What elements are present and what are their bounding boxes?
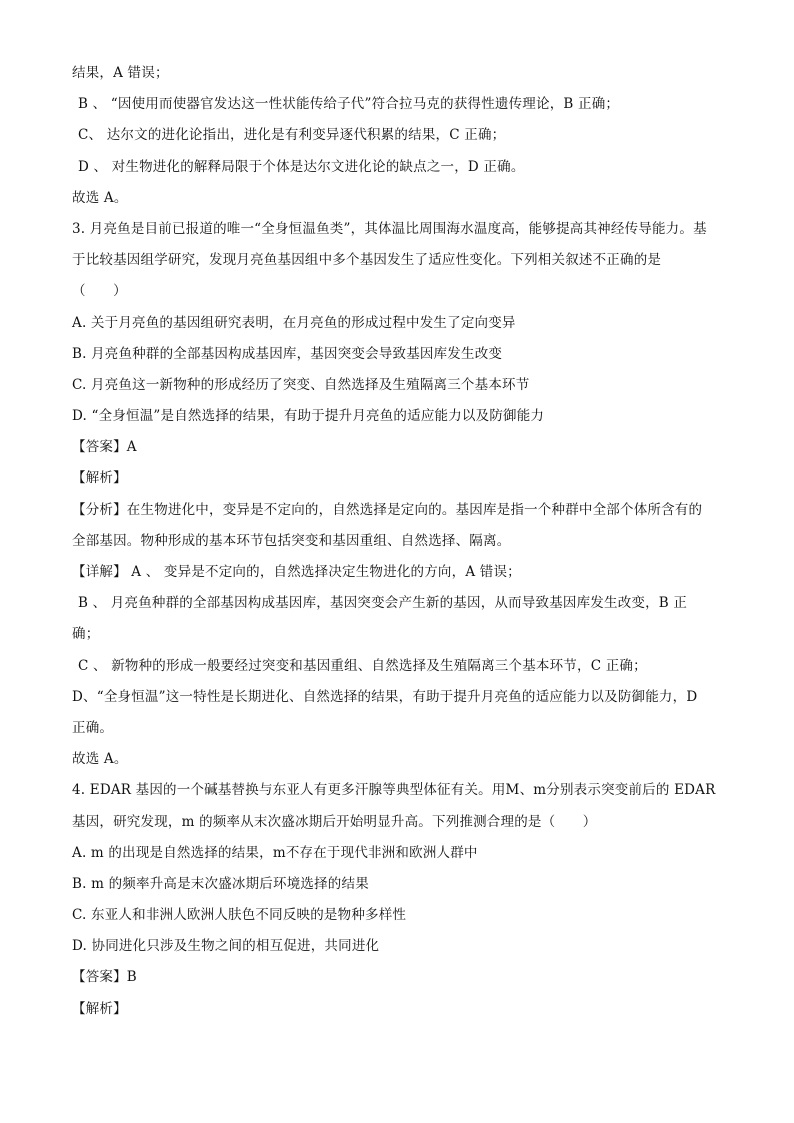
- option-c: C. 月亮鱼这一新物种的形成经历了突变、自然选择及生殖隔离三个基本环节: [72, 376, 530, 393]
- answer-label: 【答案】A: [72, 439, 137, 456]
- text-line: B 、 “因使用而使器官发达这一性状能传给子代”符合拉马克的获得性遗传理论，B 正确；: [78, 96, 620, 113]
- detail-text: D、“全身恒温”这一特性是长期进化、自然选择的结果，有助于提升月亮鱼的适应能力以及防御能力，D: [72, 688, 698, 705]
- option-b: B. 月亮鱼种群的全部基因构成基因库，基因突变会导致基因库发生改变: [72, 345, 503, 362]
- analysis-text: 全部基因。物种形成的基本环节包括突变和基因重组、自然选择、隔离。: [72, 532, 511, 549]
- text-line: 故选 A。: [72, 189, 128, 206]
- detail-text: 确；: [72, 626, 100, 643]
- option-c: C. 东亚人和非洲人欧洲人肤色不同反映的是物种多样性: [72, 907, 407, 924]
- detail-text: 正确。: [72, 719, 114, 736]
- analysis-text: 【分析】在生物进化中，变异是不定向的，自然选择是定向的。基因库是指一个种群中全部个体所含有的: [72, 501, 703, 518]
- document-page: [72, 58, 732, 1025]
- option-d: D. “全身恒温”是自然选择的结果，有助于提升月亮鱼的适应能力以及防御能力: [72, 408, 545, 425]
- question-4-stem: 4. EDAR 基因的一个碱基替换与东亚人有更多汗腺等典型体征有关。用M、m分别表示突变前后的 EDAR: [72, 782, 716, 799]
- text-line: 故选 A。: [72, 751, 128, 768]
- text-line: C、 达尔文的进化论指出，进化是有利变异逐代积累的结果，C 正确；: [78, 127, 506, 144]
- question-4-stem: 基因，研究发现，m 的频率从末次盛冰期后开始明显升高。下列推测合理的是（ ）: [72, 813, 597, 830]
- option-a: A. 关于月亮鱼的基因组研究表明，在月亮鱼的形成过程中发生了定向变异: [72, 314, 516, 331]
- text-line: D 、 对生物进化的解释局限于个体是达尔文进化论的缺点之一，D 正确。: [78, 158, 525, 175]
- analysis-label: 【解析】: [72, 1000, 127, 1017]
- option-b: B. m 的频率升高是末次盛冰期后环境选择的结果: [72, 875, 369, 892]
- detail-text: C 、 新物种的形成一般要经过突变和基因重组、自然选择及生殖隔离三个基本环节，C 正确；: [78, 657, 647, 674]
- detail-text: 【详解】 A 、 变异是不定向的，自然选择决定生物进化的方向，A 错误；: [72, 564, 521, 580]
- question-3-blank: （ ）: [72, 283, 127, 300]
- analysis-label: 【解析】: [72, 470, 127, 487]
- detail-text: B 、 月亮鱼种群的全部基因构成基因库，基因突变会产生新的基因，从而导致基因库发生改变，B 正: [78, 595, 688, 612]
- option-a: A. m 的出现是自然选择的结果，m不存在于现代非洲和欧洲人群中: [72, 844, 478, 861]
- question-3-stem: 于比较基因组学研究，发现月亮鱼基因组中多个基因发生了适应性变化。下列相关叙述不正确的是: [72, 252, 662, 269]
- text-line: 结果，A 错误；: [72, 65, 169, 81]
- option-d: D. 协同进化只涉及生物之间的相互促进，共同进化: [72, 938, 380, 955]
- question-3-stem: 3. 月亮鱼是目前已报道的唯一“全身恒温鱼类”，其体温比周围海水温度高，能够提高其神经传导能力。基: [72, 220, 707, 237]
- answer-label: 【答案】B: [72, 969, 137, 986]
